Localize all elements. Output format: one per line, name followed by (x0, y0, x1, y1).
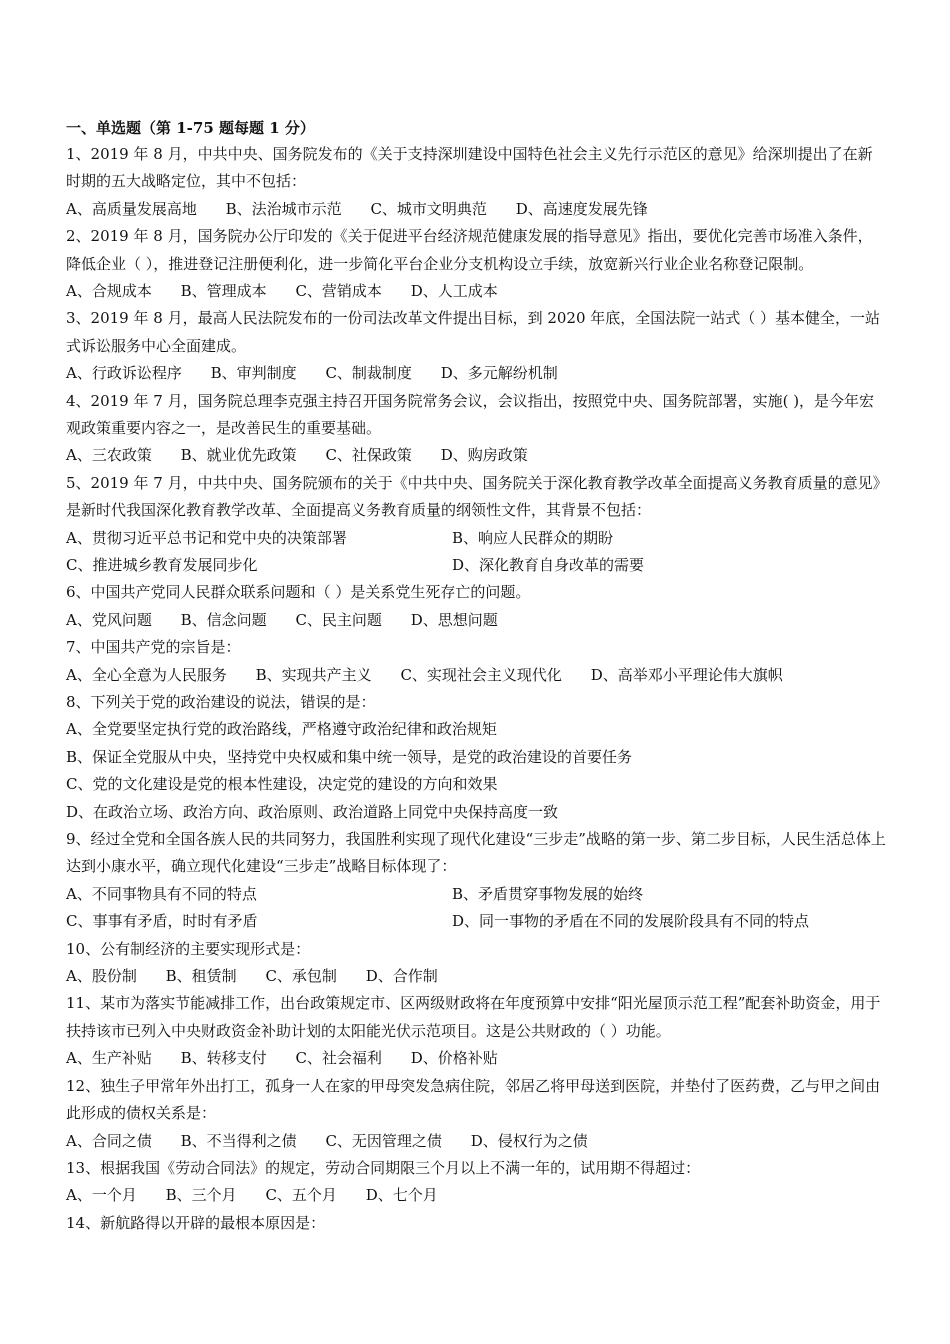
options-grid (66, 881, 886, 936)
option-a: A、三农政策 (66, 446, 152, 465)
question-stem: 1、2019 年 8 月，中共中央、国务院发布的《关于支持深圳建设中国特色社会主义先行示范区的意见》给深圳提出了在新时期的五大战略定位，其中不包括： (66, 145, 873, 191)
options-row (66, 196, 886, 223)
option-c: C、事事有矛盾，时时有矛盾 (66, 912, 258, 931)
option-a: A、行政诉讼程序 (66, 364, 182, 383)
question-stem: 6、中国共产党同人民群众联系问题和（ ）是关系党生死存亡的问题。 (66, 583, 531, 602)
option-b: B、租赁制 (165, 967, 237, 986)
question (66, 1210, 886, 1237)
options-row (66, 1128, 886, 1155)
question (66, 1073, 886, 1155)
option-b: B、响应人民群众的期盼 (452, 528, 614, 547)
option-b: B、不当得利之债 (180, 1131, 297, 1150)
options-row (66, 360, 886, 387)
question-stem: 3、2019 年 8 月，最高人民法院发布的一份司法改革文件提出目标，到 2020 年底，全国法院一站式（ ）基本健全，一站式诉讼服务中心全面建成。 (66, 309, 881, 355)
option-c: C、城市文明典范 (370, 199, 487, 218)
option-d: D、同一事物的矛盾在不同的发展阶段具有不同的特点 (452, 912, 810, 931)
option-a: A、党风问题 (66, 610, 152, 629)
option-c: C、承包制 (265, 967, 337, 986)
option-d: D、深化教育自身改革的需要 (452, 556, 645, 575)
option-d: D、合作制 (365, 967, 438, 986)
option-a: A、合规成本 (66, 282, 152, 301)
options-grid (66, 525, 886, 580)
question-stem: 4、2019 年 7 月，国务院总理李克强主持召开国务院常务会议，会议指出，按照党中央、国务院部署，实施( )，是今年宏观政策重要内容之一，是改善民生的重要基础。 (66, 391, 875, 438)
option-a: A、不同事物具有不同的特点 (66, 884, 257, 903)
question (66, 936, 886, 991)
option-b: B、三个月 (165, 1186, 237, 1205)
options-row (66, 278, 886, 305)
question (66, 579, 886, 634)
options-row (66, 963, 886, 990)
option-a: A、全心全意为人民服务 (66, 665, 227, 684)
option-d: D、购房政策 (440, 446, 528, 465)
question-stem: 5、2019 年 7 月，中共中央、国务院颁布的关于《中共中央、国务院关于深化教育教学改革全面提高义务教育质量的意见》是新时代我国深化教育教学改革、全面提高义务教育质量的纲领性文件，其背景不包括： (66, 473, 881, 520)
exam-page (66, 117, 886, 1237)
option-c: C、民主问题 (295, 610, 382, 629)
option-d: D、多元解纷机制 (440, 364, 558, 383)
options-row (66, 607, 886, 634)
question-stem: 14、新航路得以开辟的最根本原因是： (66, 1213, 326, 1232)
option-b: B、法治城市示范 (225, 199, 342, 218)
question (66, 1155, 886, 1210)
question (66, 470, 886, 580)
option-d: D、侵权行为之债 (470, 1131, 588, 1150)
option-a: A、贯彻习近平总书记和党中央的决策部署 (66, 528, 347, 547)
option-b: B、保证全党服从中央，坚持党中央权威和集中统一领导，是党的政治建设的首要任务 (66, 747, 633, 766)
option-d: D、高举邓小平理论伟大旗帜 (590, 665, 783, 684)
option-c: C、推进城乡教育发展同步化 (66, 556, 258, 575)
question-stem: 8、下列关于党的政治建设的说法，错误的是： (66, 693, 376, 712)
option-d: D、人工成本 (410, 282, 498, 301)
question (66, 388, 886, 470)
option-c: C、党的文化建设是党的根本性建设，决定党的建设的方向和效果 (66, 775, 498, 794)
option-d: D、在政治立场、政治方向、政治原则、政治道路上同党中央保持高度一致 (66, 802, 559, 821)
option-b: B、矛盾贯穿事物发展的始终 (452, 884, 644, 903)
options-list (66, 716, 886, 826)
option-a: A、高质量发展高地 (66, 199, 197, 218)
question (66, 141, 886, 223)
option-c: C、实现社会主义现代化 (400, 665, 562, 684)
question (66, 689, 886, 826)
question-stem: 2、2019 年 8 月，国务院办公厅印发的《关于促进平台经济规范健康发展的指导意见》指出，要优化完善市场准入条件，降低企业（ ），推进登记注册便利化，进一步简化平台企业分支机构设立手续，放宽新兴行业企业名称登记限制。 (66, 227, 873, 273)
option-b: B、审判制度 (210, 364, 297, 383)
option-d: D、思想问题 (410, 610, 498, 629)
question (66, 826, 886, 936)
option-c: C、五个月 (265, 1186, 337, 1205)
option-b: B、管理成本 (180, 282, 267, 301)
option-a: A、一个月 (66, 1186, 137, 1205)
options-row (66, 662, 886, 689)
option-c: C、社会福利 (295, 1049, 382, 1068)
option-a: A、生产补贴 (66, 1049, 152, 1068)
options-row (66, 1182, 886, 1209)
option-a: A、合同之债 (66, 1131, 152, 1150)
question (66, 990, 886, 1072)
question (66, 634, 886, 689)
option-a: A、全党要坚定执行党的政治路线，严格遵守政治纪律和政治规矩 (66, 720, 497, 739)
option-b: B、信念问题 (180, 610, 267, 629)
option-b: B、转移支付 (180, 1049, 267, 1068)
option-a: A、股份制 (66, 967, 137, 986)
question-stem: 10、公有制经济的主要实现形式是： (66, 939, 311, 958)
option-b: B、就业优先政策 (180, 446, 297, 465)
option-c: C、营销成本 (295, 282, 382, 301)
option-c: C、无因管理之债 (325, 1131, 442, 1150)
options-row (66, 442, 886, 469)
option-d: D、七个月 (365, 1186, 438, 1205)
section-title: 一、单选题（第 1-75 题每题 1 分） (66, 119, 315, 137)
question-stem: 13、根据我国《劳动合同法》的规定，劳动合同期限三个月以上不满一年的，试用期不得超过： (66, 1158, 701, 1177)
option-c: C、社保政策 (325, 446, 412, 465)
option-d: D、高速度发展先锋 (515, 199, 648, 218)
question-stem: 12、独生子甲常年外出打工，孤身一人在家的甲母突发急病住院，邻居乙将甲母送到医院，并垫付了医药费，乙与甲之间由此形成的债权关系是： (66, 1076, 881, 1123)
question-stem: 11、某市为落实节能减排工作，出台政策规定市、区两级财政将在年度预算中安排“阳光屋顶示范工程”配套补助资金，用于扶持该市已列入中央财政资金补助计划的太阳能光伏示范项目。这是公共财政的（ ）功能。 (66, 994, 881, 1040)
options-row (66, 1045, 886, 1072)
option-d: D、价格补贴 (410, 1049, 498, 1068)
question (66, 305, 886, 387)
question-stem: 9、经过全党和全国各族人民的共同努力，我国胜利实现了现代化建设“三步走”战略的第一步、第二步目标，人民生活总体上达到小康水平，确立现代化建设“三步走”战略目标体现了： (66, 830, 886, 876)
option-c: C、制裁制度 (325, 364, 412, 383)
question (66, 223, 886, 305)
question-stem: 7、中国共产党的宗旨是： (66, 638, 241, 657)
option-b: B、实现共产主义 (255, 665, 372, 684)
